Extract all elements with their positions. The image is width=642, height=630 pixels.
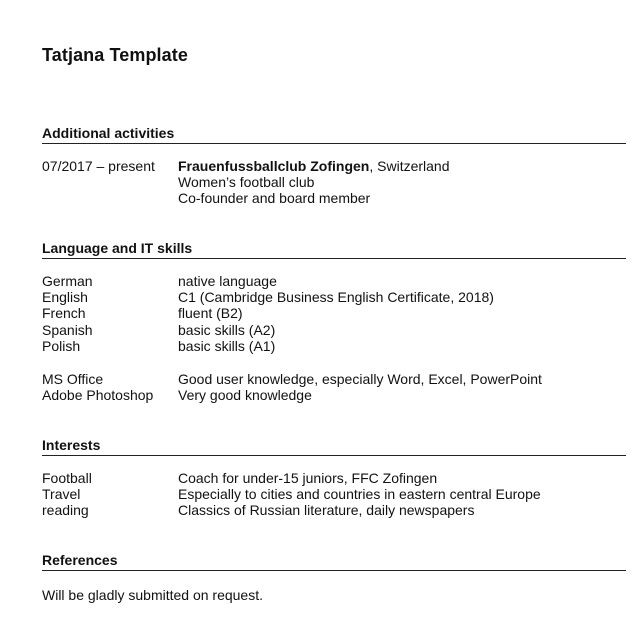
it-skill-label: Adobe Photoshop — [42, 387, 154, 404]
activity-organization: Frauenfussballclub Zofingen — [178, 158, 370, 174]
it-skill-value: Good user knowledge, especially Word, Excel, PowerPoint — [178, 371, 542, 388]
section-title-interests: Interests — [42, 436, 626, 456]
language-row — [42, 273, 626, 289]
language-label: English — [42, 289, 88, 306]
interest-label: Travel — [42, 486, 81, 503]
interest-label: reading — [42, 502, 89, 519]
activities-rows — [42, 158, 626, 207]
interest-row — [42, 486, 626, 502]
section-title-language-it: Language and IT skills — [42, 239, 626, 259]
interest-label: Football — [42, 470, 92, 486]
references-text: Will be gladly submitted on request. — [42, 587, 263, 603]
activity-description: Women’s football club — [178, 174, 315, 191]
it-skill-row — [42, 371, 626, 387]
interest-value: Coach for under-15 juniors, FFC Zofingen — [178, 470, 438, 486]
activity-role: Co-founder and board member — [178, 190, 371, 207]
interests-rows — [42, 470, 626, 519]
language-label: Spanish — [42, 321, 93, 338]
it-skill-row — [42, 387, 626, 403]
interest-row — [42, 502, 626, 518]
language-rows — [42, 273, 626, 403]
it-skill-label: MS Office — [42, 371, 104, 388]
language-row — [42, 338, 626, 354]
activity-row — [42, 174, 626, 190]
language-label: German — [42, 273, 93, 289]
language-value: basic skills (A2) — [178, 321, 276, 338]
section-title-references: References — [42, 551, 626, 571]
cv-name: Tatjana Template — [42, 45, 188, 65]
language-label: French — [42, 305, 86, 322]
language-row — [42, 305, 626, 321]
activity-location: , Switzerland — [369, 158, 450, 174]
language-label: Polish — [42, 337, 81, 354]
language-value: basic skills (A1) — [178, 337, 276, 354]
language-row — [42, 289, 626, 305]
section-references — [42, 551, 626, 603]
interest-value: Especially to cities and countries in eastern central Europe — [178, 486, 541, 503]
activity-row — [42, 158, 626, 174]
interest-value: Classics of Russian literature, daily newspapers — [178, 502, 475, 519]
section-interests — [42, 436, 626, 519]
interest-row — [42, 470, 626, 486]
section-language-it — [42, 239, 626, 403]
it-skill-value: Very good knowledge — [178, 387, 312, 404]
language-value: fluent (B2) — [178, 305, 243, 322]
language-row — [42, 322, 626, 338]
activity-organization-line — [178, 158, 626, 174]
language-value: C1 (Cambridge Business English Certificate, 2018) — [178, 289, 494, 306]
activity-period: 07/2017 – present — [42, 158, 155, 174]
section-additional-activities — [42, 124, 626, 207]
activity-row — [42, 190, 626, 206]
section-title-additional-activities: Additional activities — [42, 124, 626, 144]
language-value: native language — [178, 273, 277, 289]
